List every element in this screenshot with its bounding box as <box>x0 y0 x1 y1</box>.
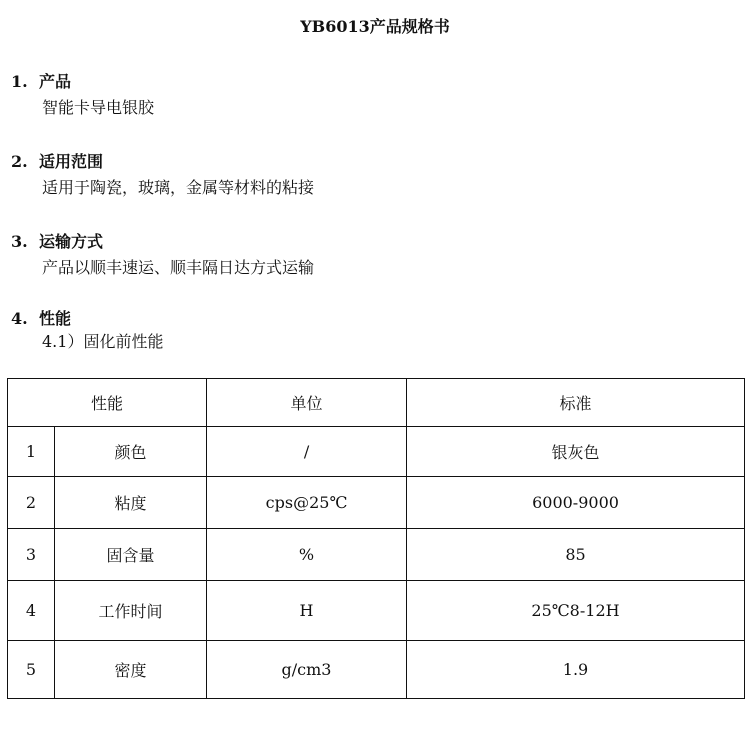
section-body-shipping: 产品以顺丰速运、顺丰隔日达方式运输 <box>42 258 315 277</box>
section-title: 适用范围 <box>39 152 104 171</box>
row-number: 4 <box>8 581 55 641</box>
row-property: 工作时间 <box>55 581 207 641</box>
row-standard: 85 <box>407 529 745 581</box>
table-row <box>8 529 745 581</box>
row-standard: 1.9 <box>407 641 745 699</box>
document-title: YB6013产品规格书 <box>300 17 450 36</box>
row-unit: g/cm3 <box>207 641 407 699</box>
row-number: 2 <box>8 477 55 529</box>
section-number: 3. <box>11 232 28 251</box>
section-heading-shipping <box>11 229 103 252</box>
section-heading-performance <box>11 306 71 329</box>
row-property: 粘度 <box>55 477 207 529</box>
section-body-product: 智能卡导电银胶 <box>42 98 155 117</box>
header-standard: 标准 <box>407 379 745 427</box>
section-number: 2. <box>11 152 28 171</box>
row-standard: 6000-9000 <box>407 477 745 529</box>
section-body-performance: 4.1）固化前性能 <box>42 332 164 351</box>
row-number: 3 <box>8 529 55 581</box>
table-row <box>8 427 745 477</box>
section-title: 性能 <box>39 309 72 328</box>
table-header-row <box>8 379 745 427</box>
row-property: 密度 <box>55 641 207 699</box>
row-standard: 25℃8-12H <box>407 581 745 641</box>
row-property: 颜色 <box>55 427 207 477</box>
table-row <box>8 581 745 641</box>
spec-table <box>7 378 745 699</box>
row-number: 1 <box>8 427 55 477</box>
row-unit: % <box>207 529 407 581</box>
row-unit: cps@25℃ <box>207 477 407 529</box>
row-standard: 银灰色 <box>407 427 745 477</box>
section-number: 4. <box>11 309 28 328</box>
table-row <box>8 477 745 529</box>
section-heading-scope <box>11 149 103 172</box>
header-unit: 单位 <box>207 379 407 427</box>
section-title: 产品 <box>39 72 72 91</box>
section-heading-product <box>11 69 71 92</box>
row-property: 固含量 <box>55 529 207 581</box>
header-property: 性能 <box>8 379 207 427</box>
section-title: 运输方式 <box>39 232 104 251</box>
row-unit: / <box>207 427 407 477</box>
row-unit: H <box>207 581 407 641</box>
section-number: 1. <box>11 72 28 91</box>
section-body-scope: 适用于陶瓷，玻璃，金属等材料的粘接 <box>42 178 315 197</box>
table-row <box>8 641 745 699</box>
row-number: 5 <box>8 641 55 699</box>
